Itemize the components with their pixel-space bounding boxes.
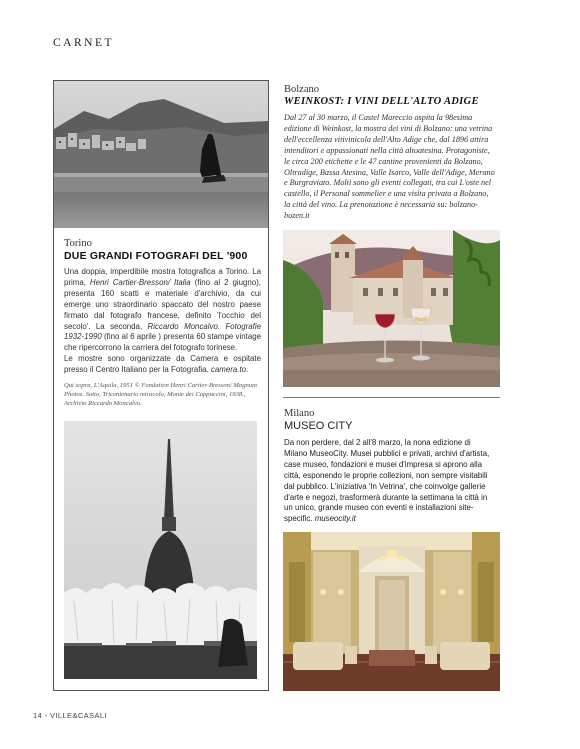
- laquila-photo: [54, 81, 268, 228]
- torino-body-1: Una doppia, imperdibile mostra fotografica a Torino. La prima,: [64, 267, 261, 287]
- torino-body-3: (fino al 6 aprile ) presenta 60 stampe vintage che ripercorrono la carriera del fotografo torinese.: [64, 332, 261, 353]
- torino-body-2-italic: Riccardo Moncalvo. Fotografie 1932-1990: [64, 321, 261, 342]
- section-label: CARNET: [53, 37, 114, 49]
- torino-body-4: Le mostre sono organizzate da Camera e ospitate presso il Centro Italiano per la Fotografia.: [64, 354, 261, 375]
- torino-title: DUE GRANDI FOTOGRAFI DEL '900: [64, 250, 248, 262]
- page-footer: 14 - VILLE&CASALI: [33, 711, 107, 720]
- torino-body-4-end: .: [246, 365, 249, 375]
- milano-body: [284, 438, 496, 525]
- mole-antonelliana-photo: [64, 421, 257, 679]
- bolzano-title: WEINKOST: I VINI DELL'ALTO ADIGE: [284, 96, 479, 107]
- castel-mareccio-photo: [283, 230, 500, 387]
- milano-link[interactable]: museocity.it: [314, 514, 356, 524]
- milano-body-text: Da non perdere, dal 2 all'8 marzo, la nona edizione di Milano MuseoCity. Musei pubblici e privati, archivi d'artista, case museo, fondazioni e musei d'impresa si aprono alla città, esponendo le proprie collezioni, non sempre visitabili dal pubblico. L'iniziativa 'In Vetrina', che coinvolge gallerie d'arte e negozi, trasformerà durante la settimana la città in un unico, grande museo con eventi e installazioni site-specific.: [284, 438, 490, 524]
- torino-city: Torino: [64, 238, 92, 249]
- bolzano-body: Dal 27 al 30 marzo, il Castel Mareccio ospita la 98esima edizione di Weinkost, la mostra dei vini di Bolzano: una vetrina dell'eccellenza vitivinicola dell'Alto Adige che, dal 1896 attira intenditori e appassionati nella città altoatesina. Protagoniste, le circa 200 etichette e le 47 cantine provenienti da Bolzano, Oltradige, Bassa Atesina, Valle Isarco, Valle dell'Adige, Merano e Burgraviato. Molti sono gli eventi collegati, tra cui L'oste nel castello, il Personal sommelier e una visita privata a Bolzano, la città del vino. La prenotazione è necessaria su: bolzano-bozen.it: [284, 113, 495, 221]
- torino-body-2: (fino al 2 giugno), presenta 160 scatti e materiale d'archivio, da cui emerge uno straordinario spaccato del nostro paese firmato dal fotografo francese, definito 'l'occhio del secolo'. La seconda,: [64, 277, 261, 331]
- museum-interior-photo: [283, 532, 500, 691]
- torino-body: [64, 267, 261, 376]
- milano-title: MUSEO CITY: [284, 420, 353, 432]
- torino-caption: Qui sopra, L'Aquila, 1951 © Fondation Henri Cartier-Bresson/ Magnum Photos. Sotto, Tricentenario miracolo, Monte dei Cappuccini, 1938., Archivio Riccardo Moncalvo.: [64, 382, 257, 408]
- section-divider: [283, 397, 500, 398]
- milano-city: Milano: [284, 408, 315, 419]
- torino-body-1-italic: Henri Cartier-Bresson/ Italia: [89, 277, 191, 287]
- torino-link[interactable]: camera.to: [210, 365, 247, 375]
- bolzano-city: Bolzano: [284, 84, 319, 95]
